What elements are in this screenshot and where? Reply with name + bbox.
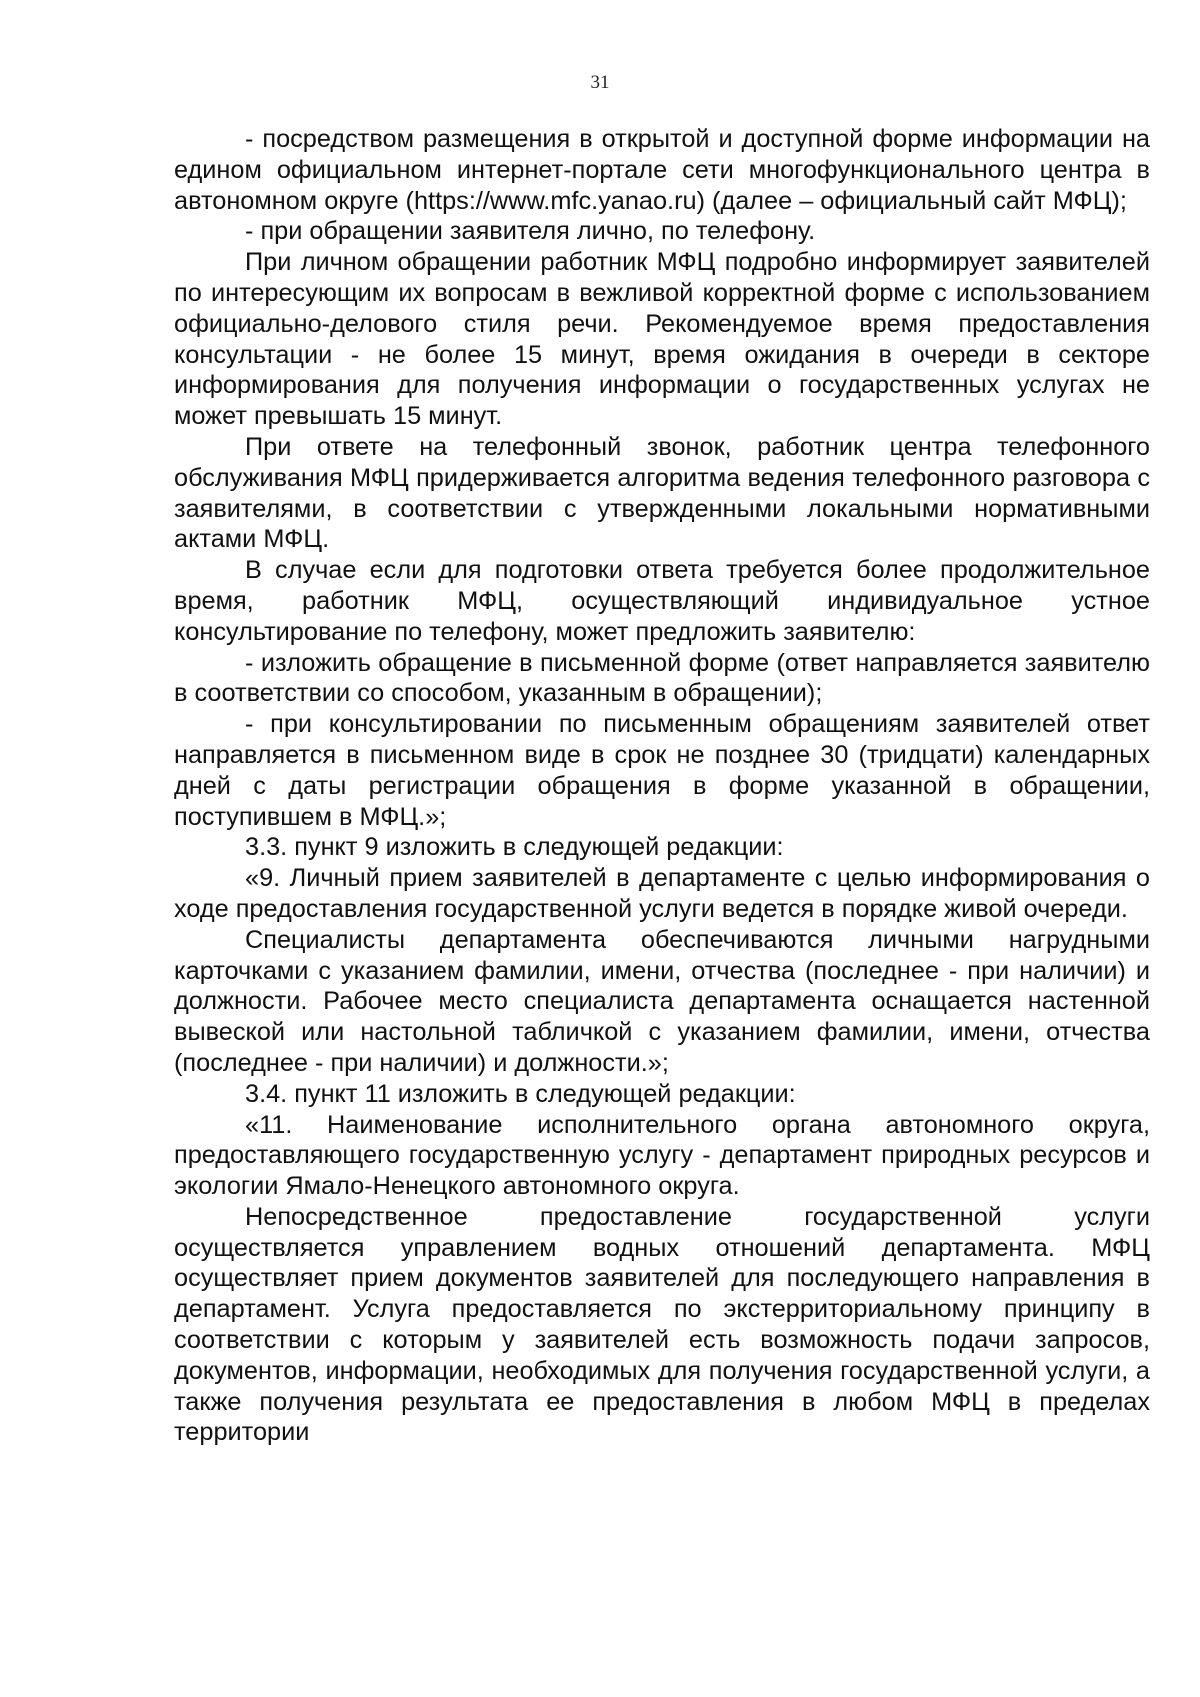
paragraph: В случае если для подготовки ответа требуется более продолжительное время, работник МФЦ, осуществляющий индивидуальное устное консультирование по телефону, может предложить заявителю: (174, 556, 1150, 646)
paragraph: - при обращении заявителя лично, по телефону. (245, 217, 816, 246)
paragraph: 3.4. пункт 11 изложить в следующей редакции: (245, 1079, 796, 1108)
paragraph: - посредством размещения в открытой и доступной форме информации на едином официальном интернет-портале сети многофункционального центра в автономном округе (https://www.mfc.yanao.ru) (далее – официальный сайт МФЦ); (174, 125, 1150, 215)
paragraph: - при консультировании по письменным обращениям заявителей ответ направляется в письменном виде в срок не позднее 30 (тридцати) календарных дней с даты регистрации обращения в форме указанной в обращении, поступившем в МФЦ.»; (174, 710, 1150, 831)
document-body (174, 124, 1150, 1448)
paragraph: «9. Личный прием заявителей в департаменте с целью информирования о ходе предоставления государственной услуги ведется в порядке живой очереди. (174, 864, 1150, 923)
page-number: 31 (590, 72, 610, 93)
paragraph: - изложить обращение в письменной форме (ответ направляется заявителю в соответствии со способом, указанным в обращении); (174, 648, 1150, 708)
paragraph: Непосредственное предоставление государственной услуги осуществляется управлением водных отношений департамента. МФЦ осуществляет прием документов заявителей для последующего направления в департамент. Услуга предоставляется по экстерриториальному принципу в соответствии с которым у заявителей есть возможность подачи запросов, документов, информации, необходимых для получения государственной услуги, а также получения результата ее предоставления в любом МФЦ в пределах территории (174, 1202, 1150, 1447)
paragraph: При личном обращении работник МФЦ подробно информирует заявителей по интересующим их вопросам в вежливой корректной форме с использованием официально-делового стиля речи. Рекомендуемое время предоставления консультации - не более 15 минут, время ожидания в очереди в секторе информирования для получения информации о государственных услугах не может превышать 15 минут. (174, 248, 1150, 431)
paragraph: Специалисты департамента обеспечиваются личными нагрудными карточками с указанием фамилии, имени, отчества (последнее - при наличии) и должности. Рабочее место специалиста департамента оснащается настенной вывеской или настольной табличкой с указанием фамилии, имени, отчества (последнее - при наличии) и должности.»; (174, 925, 1150, 1077)
paragraph: «11. Наименование исполнительного органа автономного округа, предоставляющего государственную услугу - департамент природных ресурсов и экологии Ямало-Ненецкого автономного округа. (174, 1110, 1150, 1201)
paragraph: 3.3. пункт 9 изложить в следующей редакции: (245, 833, 784, 862)
paragraph: При ответе на телефонный звонок, работник центра телефонного обслуживания МФЦ придерживается алгоритма ведения телефонного разговора с заявителями, в соответствии с утвержденными локальными нормативными актами МФЦ. (174, 432, 1150, 554)
